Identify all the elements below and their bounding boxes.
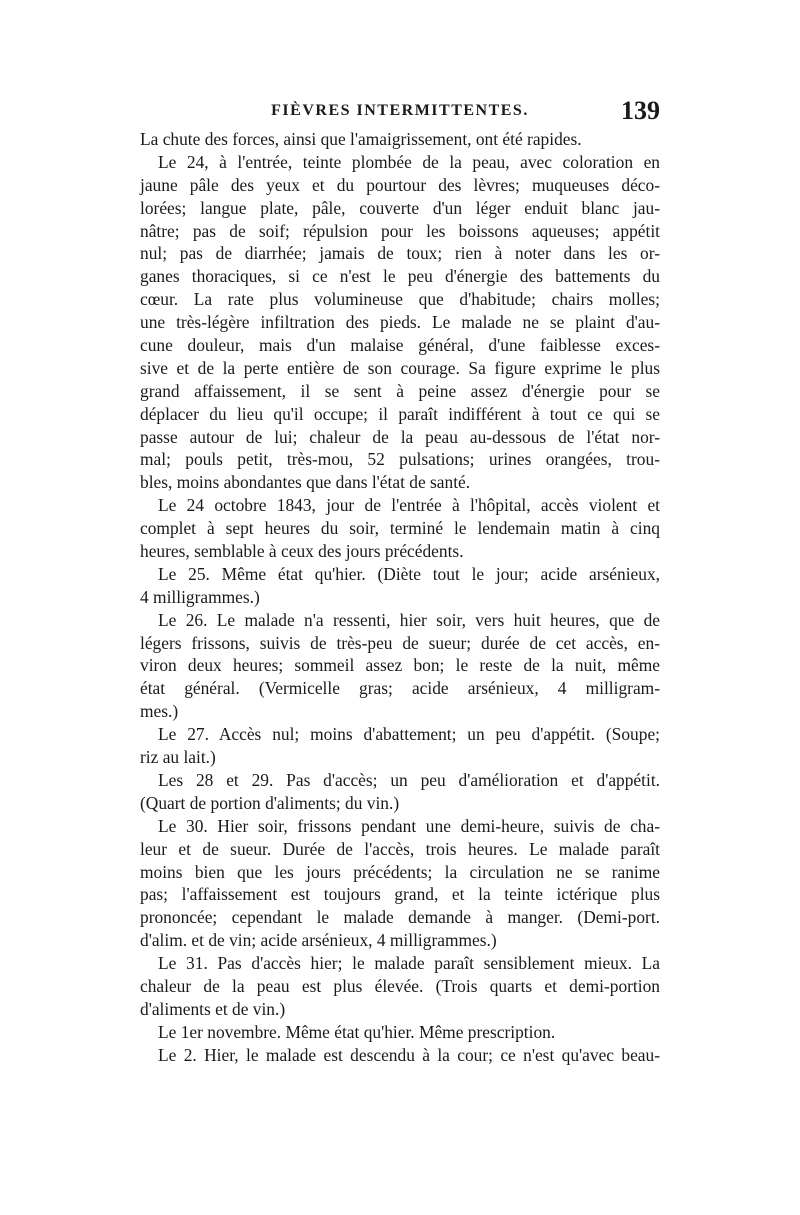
text-line: 4 milligrammes.): [140, 586, 260, 607]
text-line: Le 24 octobre 1843, jour de l'entrée à l'hôpital, accès violent et: [158, 495, 660, 516]
text-line: ganes thoraciques, si ce n'est le peu d'énergie des battements du: [140, 266, 660, 287]
text-line: mes.): [140, 701, 179, 722]
text-line: (Quart de portion d'aliments; du vin.): [140, 792, 400, 813]
text-line: Le 1er novembre. Même état qu'hier. Même prescription.: [158, 1021, 556, 1042]
text-line: cœur. La rate plus volumineuse que d'habitude; chairs molles;: [140, 289, 660, 310]
text-line: Le 31. Pas d'accès hier; le malade paraît sensiblement mieux. La: [158, 953, 660, 974]
text-line: mal; pouls petit, très-mou, 52 pulsations; urines orangées, trou-: [140, 449, 660, 470]
text-line: légers frissons, suivis de très-peu de sueur; durée de cet accès, en-: [140, 632, 660, 653]
text-line: Le 27. Accès nul; moins d'abattement; un peu d'appétit. (Soupe;: [158, 724, 660, 745]
text-line: La chute des forces, ainsi que l'amaigrissement, ont été rapides.: [140, 129, 582, 149]
text-line: déplacer du lieu qu'il occupe; il paraît indifférent à tout ce qui se: [140, 403, 660, 424]
text-line: une très-légère infiltration des pieds. Le malade ne se plaint d'au-: [140, 312, 660, 333]
page-number: 139: [621, 96, 660, 125]
body-text: [140, 128, 660, 1067]
text-line: moins bien que les jours précédents; la circulation ne se ranime: [140, 861, 660, 882]
text-line: Le 25. Même état qu'hier. (Diète tout le jour; acide arsénieux,: [158, 563, 660, 584]
text-line: Le 24, à l'entrée, teinte plombée de la peau, avec coloration en: [158, 151, 660, 172]
text-line: riz au lait.): [140, 747, 216, 768]
running-title: FIÈVRES INTERMITTENTES.: [271, 102, 529, 119]
text-line: bles, moins abondantes que dans l'état de santé.: [140, 472, 471, 493]
text-line: chaleur de la peau est plus élevée. (Trois quarts et demi-portion: [140, 975, 660, 996]
text-line: nâtre; pas de soif; répulsion pour les boissons aqueuses; appétit: [140, 220, 660, 241]
text-line: heures, semblable à ceux des jours précédents.: [140, 541, 464, 562]
text-line: grand affaissement, il se sent à peine assez d'énergie pour se: [140, 380, 660, 401]
text-line: d'alim. et de vin; acide arsénieux, 4 milligrammes.): [140, 930, 497, 951]
text-line: leur et de sueur. Durée de l'accès, trois heures. Le malade paraît: [140, 838, 660, 859]
text-line: sive et de la perte entière de son courage. Sa figure exprime le plus: [140, 357, 660, 378]
text-line: viron deux heures; sommeil assez bon; le reste de la nuit, même: [140, 655, 660, 676]
text-line: lorées; langue plate, pâle, couverte d'un léger enduit blanc jau-: [140, 197, 660, 218]
text-line: jaune pâle des yeux et du pourtour des lèvres; muqueuses déco-: [140, 174, 660, 195]
text-line: complet à sept heures du soir, terminé le lendemain matin à cinq: [140, 518, 660, 539]
text-line: cune douleur, mais d'un malaise général, d'une faiblesse exces-: [140, 335, 660, 356]
text-line: pas; l'affaissement est toujours grand, et la teinte ictérique plus: [140, 884, 660, 905]
text-line: Le 30. Hier soir, frissons pendant une demi-heure, suivis de cha-: [158, 815, 660, 836]
text-line: d'aliments et de vin.): [140, 998, 286, 1019]
text-line: passe autour de lui; chaleur de la peau au-dessous de l'état nor-: [140, 426, 660, 447]
page-header: [140, 96, 660, 130]
text-line: Le 26. Le malade n'a ressenti, hier soir, vers huit heures, que de: [158, 609, 660, 630]
text-line: nul; pas de diarrhée; jamais de toux; rien à noter dans les or-: [140, 243, 660, 264]
text-line: prononcée; cependant le malade demande à manger. (Demi-port.: [140, 907, 660, 928]
text-line: Le 2. Hier, le malade est descendu à la cour; ce n'est qu'avec beau-: [158, 1044, 660, 1065]
text-line: Les 28 et 29. Pas d'accès; un peu d'amélioration et d'appétit.: [158, 769, 660, 790]
text-line: état général. (Vermicelle gras; acide arsénieux, 4 milligram-: [140, 678, 660, 699]
